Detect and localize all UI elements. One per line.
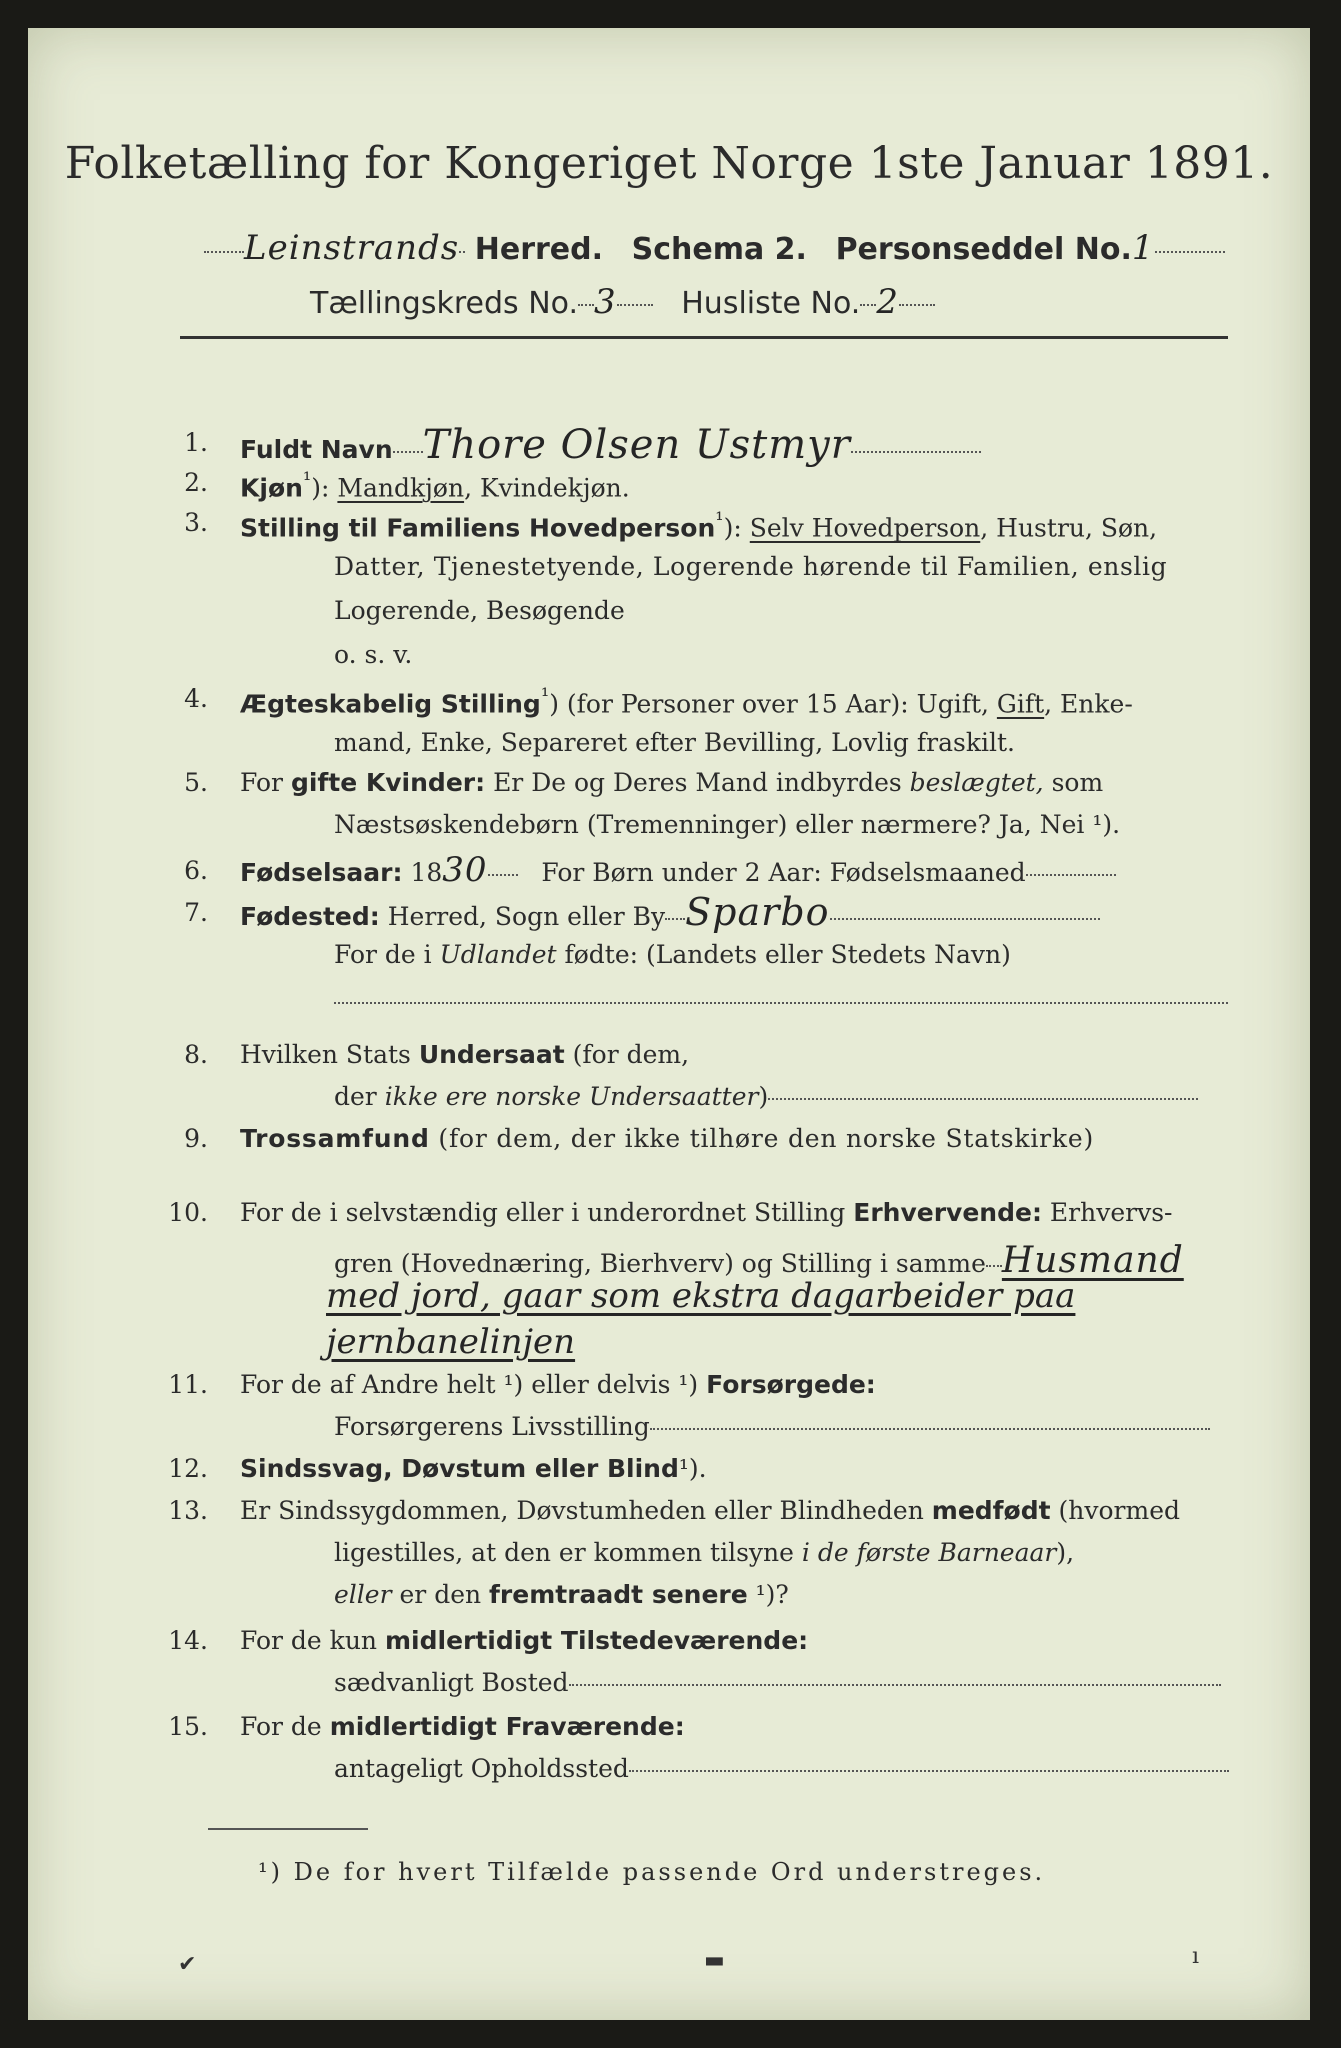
q5-l1-c: som [1051,768,1104,797]
q9-number: 9. [184,1124,208,1153]
herred-label: Herred. [474,232,604,267]
q12-line [240,1454,707,1483]
q10-l1-a: For de i selvstændig eller i underordnet Stilling [240,1198,846,1227]
q8-l1-a: Hvilken Stats [240,1040,411,1069]
corner-mark-left: ✔ [178,1952,197,1977]
q14-number: 14. [168,1626,208,1655]
q3-sup: ¹ [715,508,724,532]
q12-label: Sindssvag, Døvstum eller Blind [240,1454,679,1483]
q3-label: Stilling til Familiens Hovedperson [240,513,716,543]
q2-selected: Mandkjøn [337,473,465,503]
q4-number: 4. [184,684,208,713]
q12-rest: ¹). [678,1454,707,1483]
q14-l2: sædvanligt Bosted [334,1668,569,1697]
q4-line1: Ægteskabelig Stilling$^{^1}$) (for Personer over 15 Aar): Ugift, Gift, Enke- [240,684,1133,719]
q5-l1-b: Er De og Deres Mand indbyrdes [493,768,902,797]
q13-l2-b: ), [1056,1538,1075,1567]
q5-label: gifte Kvinder: [290,768,486,797]
q3-line2: Datter, Tjenestetyende, Logerende hørende til Familien, enslig [334,552,1168,581]
q11-l2: Forsørgerens Livsstilling [334,1412,650,1441]
q7-line1 [240,890,1100,934]
kreds-line [310,282,935,322]
q2-number: 2. [184,468,208,497]
kreds-number: 3 [594,282,617,322]
herred-line [204,228,1225,268]
header-separator [180,336,1228,339]
footnote: ¹) De for hvert Tilfælde passende Ord understreges. [258,1858,1046,1886]
q4-l1-a: (for Personer over 15 Aar): Ugift, [566,689,989,719]
q8-line2 [334,1082,1198,1111]
q7-l2: For de i [334,940,432,969]
census-form-sheet [28,28,1310,2020]
form-title: Folketælling for Kongeriget Norge 1ste Januar 1891. [64,138,1274,189]
q8-number: 8. [184,1040,208,1069]
q13-l3-b: ¹)? [755,1580,789,1609]
q2-sup: ¹ [302,468,312,492]
q13-label: medfødt [931,1496,1051,1525]
q4-l1-b: , Enke- [1044,689,1133,719]
q7-answer: Sparbo [685,890,830,934]
q7-l2-b: fødte: (Landets eller Stedets Navn) [564,940,1011,969]
q3-selected: Selv Hovedperson [749,513,981,543]
footnote-rule [208,1828,368,1830]
q15-line1 [240,1712,685,1741]
q3-line4: o. s. v. [334,640,413,669]
q2-label: Kjøn [240,473,303,503]
q5-number: 5. [184,768,208,797]
q3-number: 3. [184,508,208,537]
q14-l1-a: For de kun [240,1626,378,1655]
q11-label: Forsørgede: [706,1370,876,1399]
q4-sup: ¹ [540,684,550,708]
q11-line1 [240,1370,876,1399]
q5-line1 [240,768,1103,797]
q13-l3-a: er den [399,1580,482,1609]
q13-l1-b: (hvormed [1058,1496,1181,1525]
q3-line1: Stilling til Familiens Hovedperson$^{^1}$): Selv Hovedperson, Hustru, Søn, [240,508,1158,543]
q8-l2-b: ) [758,1082,769,1111]
q8-l2-a: der [334,1082,377,1111]
q7-l1: Herred, Sogn eller By [387,902,666,931]
q15-number: 15. [168,1712,208,1741]
q6-label: Fødselsaar: [240,858,403,887]
corner-mark-right: ı [1192,1944,1200,1969]
q13-line1 [240,1496,1180,1525]
personseddel-label: Personseddel No. [835,232,1132,267]
q3-l1-rest: , Hustru, Søn, [980,513,1158,543]
q2-rest: , Kvindekjøn. [464,473,630,503]
q11-number: 11. [168,1370,208,1399]
q8-l1-b: (for dem, [572,1040,690,1069]
q7-number: 7. [184,898,208,927]
q13-line2 [334,1538,1074,1567]
q6-rest: For Børn under 2 Aar: Fødselsmaaned [541,858,1026,887]
q6-prefix: 18 [410,858,443,887]
q13-number: 13. [168,1496,208,1525]
q9-label: Trossamfund [240,1124,430,1153]
q11-line2 [334,1412,1210,1441]
q6-year: 30 [442,850,488,890]
q9-rest: (for dem, der ikke tilhøre den norske Statskirke) [438,1124,1095,1153]
q2-line: Kjøn$^{^1}$): Mandkjøn, Kvindekjøn. [240,468,630,503]
q4-selected: Gift [996,689,1045,719]
herred-name: Leinstrands [244,228,460,268]
q13-l2-a: ligestilles, at den er kommen tilsyne [334,1538,794,1567]
q1-number: 1. [184,428,208,457]
corner-mark-center: ▬ [704,1948,725,1973]
q8-l2-italic: ikke ere norske Undersaatter [384,1082,759,1111]
q15-label: midlertidigt Fraværende: [329,1712,685,1741]
kreds-label: Tællingskreds No. [310,286,578,321]
q8-line1 [240,1040,689,1069]
q13-label-2: fremtraadt senere [489,1580,748,1609]
q11-l1-a: For de af Andre helt ¹) eller delvis ¹) [240,1370,699,1399]
q13-l3-italic: eller [334,1580,392,1609]
q14-label: midlertidigt Tilstedeværende: [384,1626,809,1655]
q7-line2 [334,940,1011,969]
personseddel-number: 1 [1131,228,1155,268]
q15-l1-a: For de [240,1712,322,1741]
q6-number: 6. [184,856,208,885]
q10-number: 10. [168,1198,208,1227]
q8-label: Undersaat [418,1040,565,1069]
schema-label: Schema 2. [631,232,807,267]
husliste-label: Husliste No. [681,286,861,321]
q1-answer: Thore Olsen Ustmyr [422,422,851,468]
q5-line2: Næstsøskendebørn (Tremenninger) eller nærmere? Ja, Nei ¹). [334,810,1121,839]
q4-label: Ægteskabelig Stilling [240,689,541,719]
q5-l1-a: For [240,768,283,797]
q3-line3: Logerende, Besøgende [334,596,625,625]
q7-answer-line [334,986,1228,1015]
q14-line2 [334,1668,1221,1697]
q15-l2: antageligt Opholdssted [334,1754,629,1783]
q10-label: Erhvervende: [853,1198,1042,1227]
q15-line2 [334,1754,1229,1783]
q9-line [240,1124,1094,1153]
q10-answer-1: Husmand [1001,1240,1184,1281]
q10-l2: gren (Hovednæring, Bierhverv) og Stilling i samme [334,1249,986,1278]
q14-line1 [240,1626,808,1655]
q6-line [240,850,1116,890]
q10-answer-3: jernbanelinjen [326,1322,576,1362]
q7-l2-italic: Udlandet [439,940,557,969]
q10-line2 [334,1240,1184,1281]
q10-l1-b: Erhvervs- [1049,1198,1173,1227]
q10-answer-2: med jord, gaar som ekstra dagarbeider paa [326,1276,1076,1316]
q10-line1 [240,1198,1172,1227]
q1-line [240,422,981,468]
husliste-number: 2 [876,282,899,322]
q5-l1-italic: beslægtet, [909,768,1044,797]
q13-l1-a: Er Sindssygdommen, Døvstumheden eller Blindheden [240,1496,924,1525]
q1-label: Fuldt Navn [240,435,393,464]
q7-label: Fødested: [240,902,380,931]
q13-l2-italic: i de første Barneaar [801,1538,1057,1567]
q13-line3 [334,1580,789,1609]
q4-line2: mand, Enke, Separeret efter Bevilling, Lovlig fraskilt. [334,728,1015,757]
q12-number: 12. [168,1454,208,1483]
